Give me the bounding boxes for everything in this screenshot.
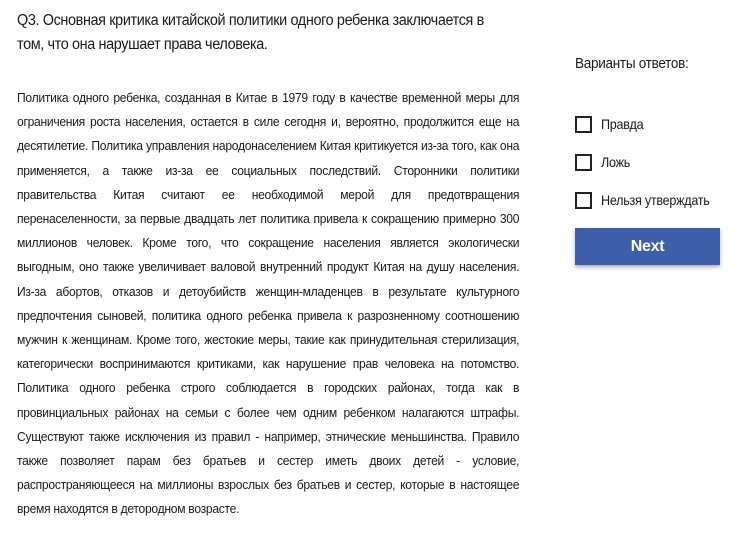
answers-heading: Варианты ответов: [575,55,689,72]
option-false[interactable] [575,143,722,181]
option-cannot-say[interactable] [575,181,722,219]
answer-options [575,105,722,219]
passage-text: Политика одного ребенка, созданная в Китае в 1979 году в качестве временной меры для ограничения роста населения, остается в силе сегодня и, вероятно, продолжится еще на десятилетие. Политика управления народонаселением Китая критикуется из-за того, как она применяется, а также из-за ее социальных последствий. Сторонники политики правительства Китая считают ее необходимой мерой для предотвращения перенаселенности, за первые двадцать лет политика привела к сокращению примерно 300 миллионов человек. Кроме того, что сокращение населения является экологически выгодным, оно также увеличивает валовой внутренний продукт Китая на душу населения. Из-за абортов, отказов и детоубийств женщин-младенцев в результате культурного предпочтения сыновей, политика одного ребенка привела к разрозненному соотношению мужчин к женщинам. Кроме того, жестокие меры, такие как принудительная стерилизация, категорически воспринимаются критиками, как нарушение прав человека на потомство. Политика одного ребенка строго соблюдается в городских районах, тогда как в провинциальных районах на семьи с более чем одним ребенком налагаются штрафы. Существуют также исключения из правил - например, этнические меньшинства. Правило также позволяет парам без братьев и сестер иметь двоих детей - условие, распространяющееся на миллионы взрослых без братьев и сестер, которые в настоящее время находятся в детородном возрасте. [17,90,520,517]
next-button[interactable]: Next [575,228,720,265]
option-true[interactable] [575,105,722,143]
question-title: Q3. Основная критика китайской политики одного ребенка заключается в том, что она нарушает права человека. [17,12,484,53]
option-cannot-say-checkbox[interactable] [575,192,592,209]
answers-panel [575,52,725,208]
option-cannot-say-label[interactable]: Нельзя утверждать [601,192,710,208]
option-false-checkbox[interactable] [575,154,592,171]
option-false-label[interactable]: Ложь [601,154,631,170]
option-true-label[interactable]: Правда [601,116,644,132]
option-true-checkbox[interactable] [575,116,592,133]
